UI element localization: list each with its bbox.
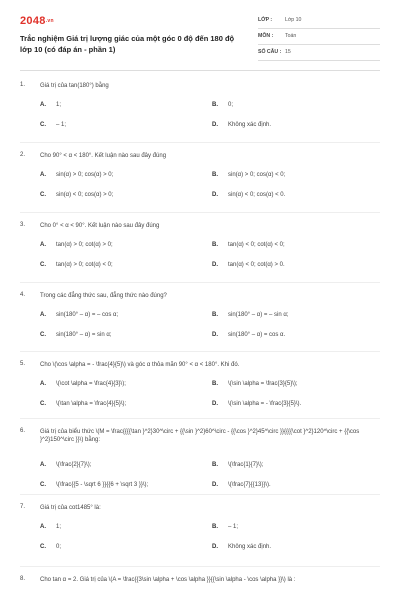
option-text: 0; (228, 102, 234, 108)
option-text: Không xác định. (228, 122, 272, 128)
answer-option-a[interactable] (40, 312, 210, 318)
answer-option-b[interactable] (212, 312, 382, 318)
option-text: sin(α) < 0; cos(α) > 0; (56, 192, 114, 198)
option-letter: A. (40, 102, 46, 108)
option-letter: D. (212, 262, 218, 268)
option-letter: C. (40, 544, 46, 550)
option-text: sin(α) > 0; cos(α) > 0; (56, 172, 114, 178)
question-number: 7. (20, 504, 26, 510)
option-letter: C. (40, 401, 46, 407)
option-text: tan(α) > 0; cot(α) < 0; (56, 262, 113, 268)
question-number: 8. (20, 576, 26, 582)
answer-option-c[interactable] (40, 544, 210, 550)
question-stem: Cho 0° < α < 90°. Kết luận nào sau đây đúng (40, 223, 160, 229)
answer-option-c[interactable] (40, 122, 210, 128)
option-letter: A. (40, 312, 46, 318)
option-text: sin(α) > 0; cos(α) < 0; (228, 172, 286, 178)
question-stem: Trong các đẳng thức sau, đẳng thức nào đúng? (40, 293, 167, 299)
meta-row-class (258, 13, 380, 29)
meta-row-count (258, 45, 380, 61)
option-text: \(\frac{1}{7}\); (228, 462, 264, 468)
question-number: 2. (20, 152, 26, 158)
option-letter: C. (40, 192, 46, 198)
answer-option-b[interactable] (212, 172, 382, 178)
answer-option-b[interactable] (212, 102, 382, 108)
answer-option-a[interactable] (40, 102, 210, 108)
option-letter: D. (212, 332, 218, 338)
option-text: 1; (56, 524, 62, 530)
option-text: \(\cot \alpha = \frac{4}{3}\); (56, 381, 126, 387)
answer-option-a[interactable] (40, 524, 210, 530)
header (0, 0, 400, 72)
question-number: 1. (20, 82, 26, 88)
option-text: 1; (56, 102, 62, 108)
logo-text: 2048 (20, 15, 46, 27)
answer-option-d[interactable] (212, 262, 382, 268)
option-text: tan(α) < 0; cot(α) > 0. (228, 262, 285, 268)
answer-option-a[interactable] (40, 381, 210, 387)
answer-option-c[interactable] (40, 262, 210, 268)
option-letter: A. (40, 462, 46, 468)
option-letter: C. (40, 332, 46, 338)
option-text: 0; (56, 544, 62, 550)
meta-label: MÔN : (258, 33, 274, 39)
option-letter: D. (212, 401, 218, 407)
meta-value: 15 (285, 49, 291, 55)
answer-option-a[interactable] (40, 242, 210, 248)
option-text: \(\frac{7}{{13}}\). (228, 482, 271, 488)
option-letter: B. (212, 102, 218, 108)
question-divider (20, 418, 380, 419)
answer-option-d[interactable] (212, 401, 382, 407)
answer-option-b[interactable] (212, 524, 382, 530)
answer-option-d[interactable] (212, 332, 382, 338)
answer-option-d[interactable] (212, 122, 382, 128)
option-text: sin(180° – α) = cos α. (228, 332, 286, 338)
answer-option-c[interactable] (40, 192, 210, 198)
option-letter: B. (212, 381, 218, 387)
question-stem: Giá trị của tan(180°) bằng (40, 83, 109, 89)
option-letter: D. (212, 544, 218, 550)
option-letter: A. (40, 524, 46, 530)
meta-row-subject (258, 29, 380, 45)
question-divider (20, 494, 380, 495)
question-stem: Giá trị của biểu thức \(M = \frac{{{{\tan }^2}30^\circ + {{\sin }^2}60^\circ - {{\cos }^2}45^\circ }}{{{{\cot }^2}120^\circ + {{\cos }^2}150^\circ }}\) bằng: (40, 429, 360, 443)
question-divider (20, 351, 380, 352)
option-text: \(\sin \alpha = - \frac{3}{5}\). (228, 401, 302, 407)
option-letter: A. (40, 172, 46, 178)
option-text: \(\sin \alpha = \frac{3}{5}\); (228, 381, 298, 387)
option-letter: A. (40, 381, 46, 387)
header-divider (20, 70, 380, 71)
question-divider (20, 566, 380, 567)
option-text: – 1; (228, 524, 239, 530)
question-stem: Giá trị của cot1485° là: (40, 505, 101, 511)
option-text: tan(α) < 0; cot(α) < 0; (228, 242, 285, 248)
option-text: Không xác định. (228, 544, 272, 550)
question-divider (20, 142, 380, 143)
answer-option-c[interactable] (40, 332, 210, 338)
option-letter: B. (212, 462, 218, 468)
question-stem: Cho tan α = 2. Giá trị của \(A = \frac{{3\sin \alpha + \cos \alpha }}{{\sin \alpha - \cos \alpha }}\) là : (40, 577, 296, 583)
answer-option-d[interactable] (212, 482, 382, 488)
question-number: 6. (20, 428, 26, 434)
option-letter: C. (40, 122, 46, 128)
question-number: 3. (20, 222, 26, 228)
question-divider (20, 212, 380, 213)
meta-value: Toán (285, 33, 297, 39)
option-letter: B. (212, 172, 218, 178)
answer-option-a[interactable] (40, 462, 210, 468)
question-stem: Cho \(\cos \alpha = - \frac{4}{5}\) và góc α thỏa mãn 90° < α < 180°. Khi đó. (40, 362, 240, 368)
answer-option-b[interactable] (212, 381, 382, 387)
option-letter: B. (212, 312, 218, 318)
option-letter: D. (212, 482, 218, 488)
answer-option-b[interactable] (212, 242, 382, 248)
question-number: 5. (20, 361, 26, 367)
answer-option-c[interactable] (40, 401, 210, 407)
answer-option-d[interactable] (212, 192, 382, 198)
option-letter: D. (212, 192, 218, 198)
option-text: \(\frac{{5 - \sqrt 6 }}{{6 + \sqrt 3 }}\); (56, 482, 149, 488)
option-letter: C. (40, 262, 46, 268)
meta-label: SỐ CÂU : (258, 49, 282, 55)
answer-option-c[interactable] (40, 482, 210, 488)
option-text: sin(180° – α) = sin α; (56, 332, 112, 338)
question-divider (20, 282, 380, 283)
question-number: 4. (20, 292, 26, 298)
option-text: sin(180° – α) = – cos α; (56, 312, 119, 318)
question-stem: Cho 90° < α < 180°. Kết luận nào sau đây đúng (40, 153, 167, 159)
answer-option-d[interactable] (212, 544, 382, 550)
option-text: tan(α) > 0; cot(α) > 0; (56, 242, 113, 248)
meta-value: Lớp 10 (285, 17, 302, 23)
option-text: \(\tan \alpha = \frac{4}{5}\); (56, 401, 127, 407)
page-title: Trắc nghiệm Giá trị lượng giác của một góc 0 độ đến 180 độ lớp 10 (có đáp án - phần 1) (20, 34, 235, 54)
option-letter: A. (40, 242, 46, 248)
option-letter: B. (212, 524, 218, 530)
option-text: \(\frac{2}{7}\); (56, 462, 92, 468)
logo-suffix: .vn (45, 18, 54, 25)
answer-option-a[interactable] (40, 172, 210, 178)
option-text: – 1; (56, 122, 67, 128)
option-letter: B. (212, 242, 218, 248)
meta-label: LỚP : (258, 17, 273, 23)
option-letter: D. (212, 122, 218, 128)
site-logo[interactable] (20, 15, 54, 27)
answer-option-b[interactable] (212, 462, 382, 468)
meta-table (258, 13, 380, 61)
option-text: sin(α) < 0; cos(α) < 0. (228, 192, 286, 198)
option-text: sin(180° – α) = – sin α; (228, 312, 289, 318)
option-letter: C. (40, 482, 46, 488)
